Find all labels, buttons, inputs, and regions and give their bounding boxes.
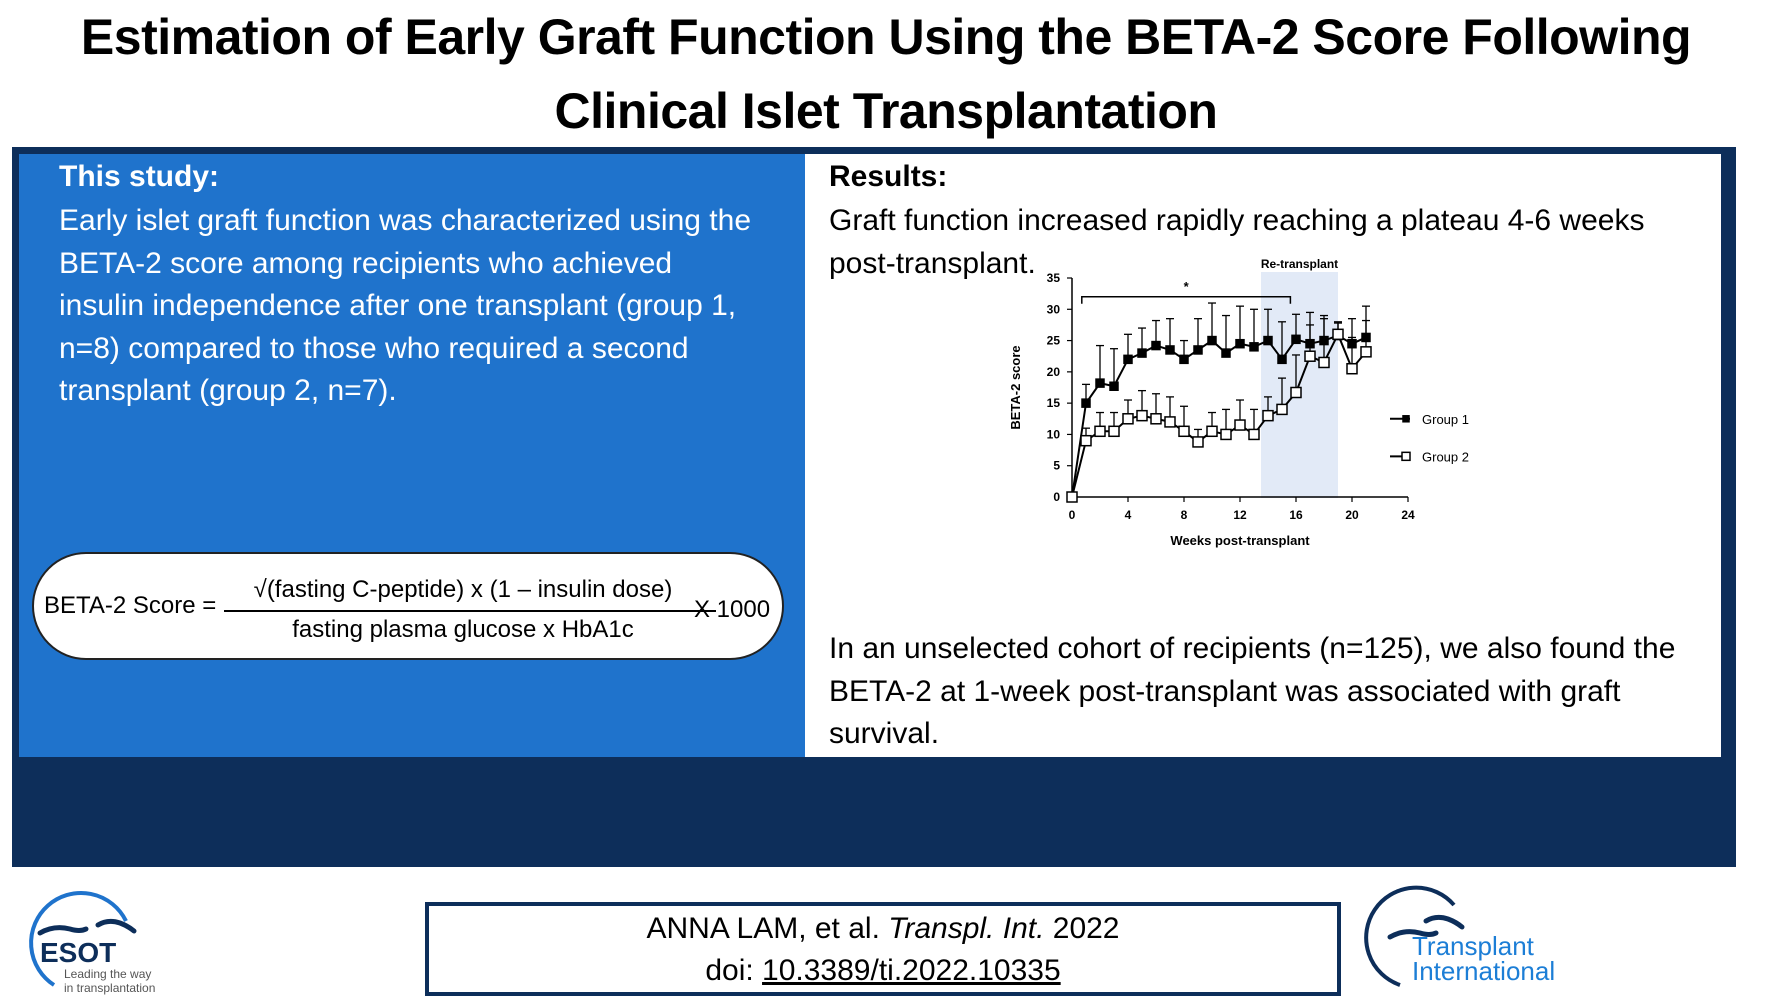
formula-fraction-bar bbox=[224, 610, 716, 612]
group-1-legend-label: Group 1 bbox=[1422, 411, 1469, 427]
group-2-point bbox=[1333, 329, 1343, 339]
group-1-point bbox=[1124, 355, 1132, 363]
group-2-point bbox=[1123, 414, 1133, 424]
results-footer: In an unselected cohort of recipients (n=125), we also found the BETA-2 at 1-week post-transplant was associated with graft survival. bbox=[829, 632, 1676, 750]
x-axis-label: Weeks post-transplant bbox=[1170, 533, 1310, 548]
group-2-legend-label: Group 2 bbox=[1422, 449, 1469, 465]
group-2-point bbox=[1291, 388, 1301, 398]
group-2-point bbox=[1067, 492, 1077, 502]
group-1-point bbox=[1180, 355, 1188, 363]
x-tick-label: 16 bbox=[1289, 508, 1303, 522]
esot-logo-mark bbox=[14, 885, 184, 997]
y-tick-label: 30 bbox=[1046, 302, 1060, 317]
y-tick-label: 20 bbox=[1046, 364, 1060, 379]
group-1-point bbox=[1194, 346, 1202, 354]
y-tick-label: 5 bbox=[1053, 458, 1060, 473]
group-1-legend-marker bbox=[1403, 416, 1409, 422]
x-tick-label: 4 bbox=[1124, 508, 1132, 522]
y-tick-label: 35 bbox=[1046, 271, 1060, 285]
group-2-point bbox=[1137, 411, 1147, 421]
x-tick-label: 8 bbox=[1180, 508, 1188, 522]
beta2-chart bbox=[1008, 257, 1570, 622]
group-2-point bbox=[1277, 404, 1287, 414]
group-2-point bbox=[1361, 347, 1371, 357]
citation-authors: ANNA LAM, et al. bbox=[646, 912, 889, 945]
ti-logo-line-1: Transplant bbox=[1412, 931, 1534, 961]
formula-multiplier: X 1000 bbox=[694, 596, 771, 623]
esot-logo-name: ESOT bbox=[40, 937, 117, 968]
group-2-point bbox=[1305, 351, 1315, 361]
group-1-point bbox=[1222, 349, 1230, 357]
citation-journal: Transpl. Int. bbox=[888, 912, 1045, 945]
group-2-point bbox=[1193, 437, 1203, 447]
group-2-point bbox=[1235, 420, 1245, 430]
group-2-legend-marker bbox=[1402, 452, 1410, 460]
y-axis-label: BETA-2 score bbox=[1008, 345, 1023, 430]
study-text: Early islet graft function was characterized using the BETA-2 score among recipients who achieved insulin independence after one transplant (group 1, n=8) compared to those who required a second transplant (group 2, n=7). bbox=[59, 204, 752, 407]
citation-line bbox=[429, 908, 1337, 950]
group-2-point bbox=[1249, 429, 1259, 439]
group-1-point bbox=[1292, 335, 1300, 343]
group-1-point bbox=[1110, 382, 1118, 390]
group-2-point bbox=[1165, 417, 1175, 427]
group-1-point bbox=[1236, 340, 1244, 348]
group-1-point bbox=[1096, 379, 1104, 387]
y-tick-label: 10 bbox=[1046, 427, 1060, 442]
doi-link[interactable]: 10.3389/ti.2022.10335 bbox=[762, 954, 1061, 987]
x-tick-label: 12 bbox=[1233, 508, 1247, 522]
group-2-point bbox=[1095, 426, 1105, 436]
y-tick-label: 15 bbox=[1046, 396, 1060, 411]
group-2-point bbox=[1151, 414, 1161, 424]
group-1-point bbox=[1166, 346, 1174, 354]
doi-line bbox=[429, 950, 1337, 992]
formula-denominator: fasting plasma glucose x HbA1c bbox=[292, 616, 634, 643]
y-tick-label: 0 bbox=[1053, 490, 1060, 504]
group-2-point bbox=[1263, 411, 1273, 421]
group-2-point bbox=[1221, 429, 1231, 439]
esot-logo bbox=[14, 885, 184, 997]
ti-logo-line-2: International bbox=[1412, 956, 1556, 986]
results-heading: Results: bbox=[829, 160, 948, 193]
chart-svg bbox=[1008, 257, 1570, 622]
beta2-formula bbox=[32, 552, 784, 660]
x-tick-label: 24 bbox=[1401, 508, 1415, 522]
formula-numerator: √(fasting C-peptide) x (1 – insulin dose) bbox=[253, 576, 673, 603]
x-tick-label: 0 bbox=[1068, 508, 1076, 522]
group-2-point bbox=[1081, 436, 1091, 446]
title-line-1: Estimation of Early Graft Function Using the BETA-2 Score Following bbox=[80, 9, 1692, 65]
group-1-point bbox=[1082, 399, 1090, 407]
significance-bracket bbox=[1082, 297, 1291, 304]
formula-label: BETA-2 Score = bbox=[44, 592, 217, 619]
study-heading: This study: bbox=[59, 160, 220, 193]
group-2-point bbox=[1347, 364, 1357, 374]
group-1-point bbox=[1278, 355, 1286, 363]
group-1-point bbox=[1208, 337, 1216, 345]
y-tick-label: 25 bbox=[1046, 333, 1060, 348]
esot-logo-tagline-1: Leading the way bbox=[64, 967, 152, 981]
esot-logo-tagline-2: in transplantation bbox=[64, 981, 156, 995]
citation-year: 2022 bbox=[1044, 912, 1120, 945]
transplant-international-logo bbox=[1360, 885, 1766, 997]
ti-logo-mark bbox=[1360, 885, 1766, 997]
results-text: Graft function increased rapidly reaching a plateau 4-6 weeks post-transplant. bbox=[829, 204, 1645, 280]
group-1-point bbox=[1152, 342, 1160, 350]
title-line-2: Clinical Islet Transplantation bbox=[554, 83, 1218, 139]
group-1-point bbox=[1250, 343, 1258, 351]
group-2-point bbox=[1207, 426, 1217, 436]
significance-star: * bbox=[1183, 278, 1189, 294]
group-1-point bbox=[1138, 349, 1146, 357]
doi-label: doi: bbox=[705, 954, 763, 987]
citation-box bbox=[425, 902, 1341, 996]
x-tick-label: 20 bbox=[1345, 508, 1359, 522]
retransplant-label: Re-transplant bbox=[1260, 257, 1339, 271]
page-title bbox=[0, 0, 1772, 148]
group-2-point bbox=[1179, 426, 1189, 436]
group-2-point bbox=[1109, 426, 1119, 436]
group-2-point bbox=[1319, 357, 1329, 367]
group-1-point bbox=[1264, 337, 1272, 345]
